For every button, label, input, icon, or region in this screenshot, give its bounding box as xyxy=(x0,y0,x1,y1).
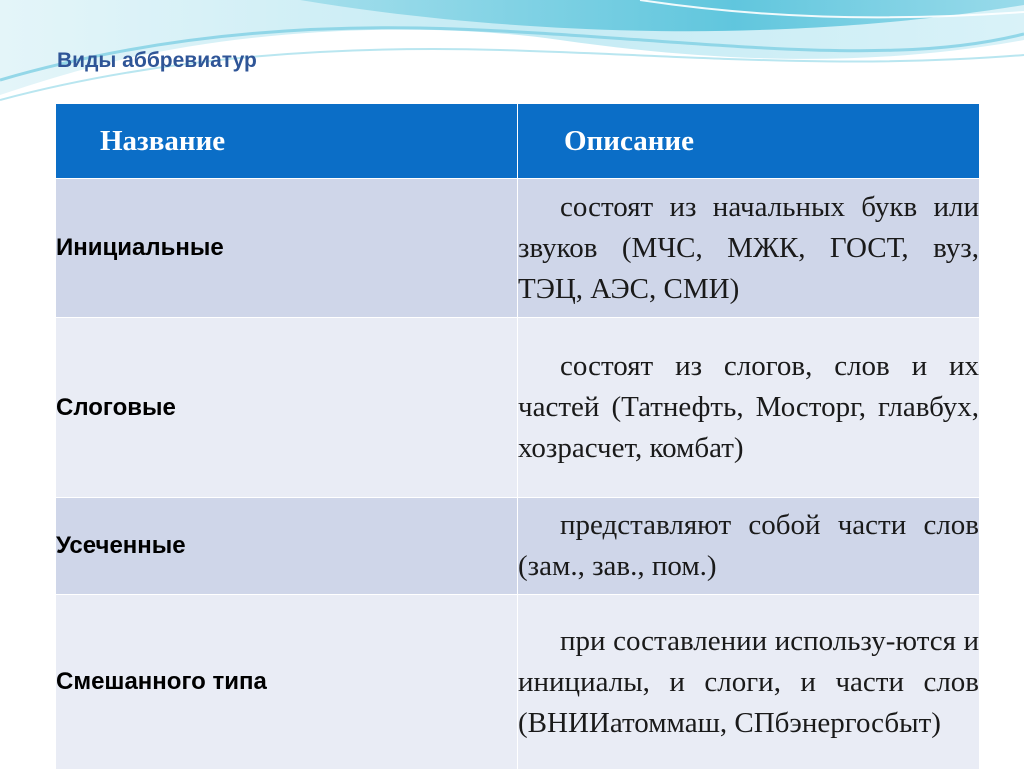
table-row xyxy=(56,318,980,498)
slide-title: Виды аббревиатур xyxy=(57,49,257,72)
abbreviation-type-description: при составлении использу-ются и инициалы, и слоги, и части слов (ВНИИатоммаш, СПбэнергосбыт) xyxy=(518,595,980,770)
abbreviation-type-description: представляют собой части слов (зам., зав., пом.) xyxy=(518,498,980,595)
abbreviation-type-name: Слоговые xyxy=(56,318,518,498)
abbreviation-type-description: состоят из слогов, слов и их частей (Татнефть, Мосторг, главбух, хозрасчет, комбат) xyxy=(518,318,980,498)
abbreviation-type-description: состоят из начальных букв или звуков (МЧС, МЖК, ГОСТ, вуз, ТЭЦ, АЭС, СМИ) xyxy=(518,179,980,318)
table-row xyxy=(56,498,980,595)
abbreviation-type-name: Смешанного типа xyxy=(56,595,518,770)
table-row xyxy=(56,179,980,318)
abbreviation-type-name: Инициальные xyxy=(56,179,518,318)
abbreviation-types-table xyxy=(55,103,980,770)
table-header-row xyxy=(56,104,980,179)
abbreviation-type-name: Усеченные xyxy=(56,498,518,595)
column-header-description: Описание xyxy=(518,104,980,179)
column-header-name: Название xyxy=(56,104,518,179)
table-row xyxy=(56,595,980,770)
